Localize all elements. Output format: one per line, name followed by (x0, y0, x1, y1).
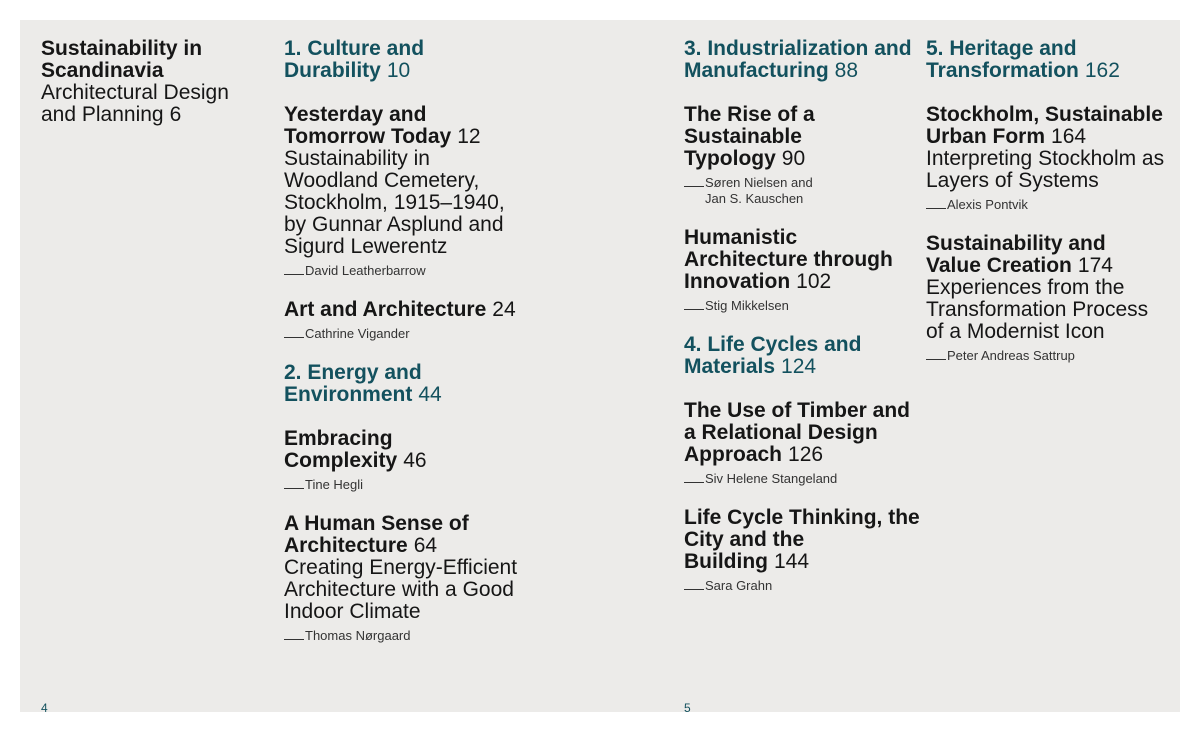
page-number: 46 (403, 449, 427, 472)
entry-subtitle: Experiences from the Transformation Process of a Modernist Icon (926, 276, 1149, 343)
page-number: 44 (418, 383, 442, 406)
toc-entry[interactable] (926, 104, 1166, 213)
author-name: Peter Andreas Sattrup (947, 348, 1075, 363)
author-rule (684, 309, 704, 310)
author-line (284, 326, 524, 342)
page-number: 24 (492, 298, 516, 321)
author-line (684, 298, 920, 314)
author-rule (684, 186, 704, 187)
page-number: 90 (781, 147, 806, 170)
entry-title: Life Cycle Thinking, the City and the Building (684, 506, 920, 573)
toc-entry[interactable] (284, 428, 524, 493)
author-rule (926, 208, 946, 209)
author-line (284, 628, 524, 644)
entry-title: The Rise of a Sustainable Typology (684, 103, 815, 170)
page-number: 162 (1084, 59, 1120, 82)
section-heading-3[interactable] (684, 38, 920, 82)
author-name: Stig Mikkelsen (705, 298, 789, 313)
toc-entry[interactable] (284, 104, 524, 279)
author-line (684, 578, 920, 594)
toc-entry-intro[interactable] (41, 38, 261, 126)
page-number: 144 (773, 550, 810, 573)
author-name-continued: Jan S. Kauschen (705, 191, 804, 206)
author-rule (284, 337, 304, 338)
entry-title: Yesterday and Tomorrow Today (284, 103, 452, 148)
author-rule (926, 359, 946, 360)
page-number: 102 (796, 270, 832, 293)
section-title: 1. Culture and Durability (284, 37, 425, 82)
author-rule (284, 639, 304, 640)
toc-column-2 (284, 38, 524, 664)
page-number: 174 (1077, 254, 1113, 277)
page-number: 164 (1051, 125, 1087, 148)
entry-subtitle: Interpreting Stockholm as Layers of Systems (926, 147, 1165, 192)
entry-subtitle: Sustainability in Woodland Cemetery, Stockholm, 1915–1940, by Gunnar Asplund and Sigurd Lewerentz (284, 147, 505, 258)
toc-entry[interactable] (684, 227, 920, 314)
entry-title: Sustainability and Value Creation (926, 232, 1106, 277)
author-line (284, 263, 524, 279)
folio-right: 5 (684, 701, 691, 715)
author-name: Søren Nielsen and (705, 175, 813, 190)
entry-title: Stockholm, Sustainable Urban Form (926, 103, 1163, 148)
entry-title: A Human Sense of Architecture (284, 512, 469, 557)
author-line (926, 197, 1166, 213)
page-number: 6 (169, 103, 182, 126)
section-heading-2[interactable] (284, 362, 524, 406)
toc-column-4 (926, 38, 1166, 384)
author-name: Sara Grahn (705, 578, 773, 593)
author-line (926, 348, 1166, 364)
page-number: 10 (386, 59, 411, 82)
page-number: 64 (413, 534, 438, 557)
author-name: Tine Hegli (305, 477, 364, 492)
section-title: 2. Energy and Environment (284, 361, 422, 406)
section-heading-1[interactable] (284, 38, 524, 82)
entry-subtitle: Architectural Design and Planning (41, 81, 229, 126)
author-line (684, 175, 920, 207)
author-name: Alexis Pontvik (947, 197, 1028, 212)
entry-title: Sustainability in Scandinavia (41, 37, 203, 82)
toc-entry[interactable] (684, 400, 920, 487)
entry-title: Humanistic Architecture through Innovation (684, 226, 893, 293)
author-rule (284, 274, 304, 275)
toc-entry[interactable] (926, 233, 1166, 364)
folio-left: 4 (41, 701, 48, 715)
entry-subtitle: Creating Energy-Efficient Architecture with a Good Indoor Climate (284, 556, 518, 623)
toc-column-3 (684, 38, 920, 614)
author-rule (284, 488, 304, 489)
author-rule (684, 482, 704, 483)
entry-title: The Use of Timber and a Relational Design Approach (684, 399, 910, 466)
intro-column (41, 38, 261, 146)
entry-title: Art and Architecture (284, 298, 487, 321)
entry-title: Embracing Complexity (284, 427, 398, 472)
section-title: 5. Heritage and Transformation (926, 37, 1079, 82)
author-line (284, 477, 524, 493)
author-rule (684, 589, 704, 590)
toc-entry[interactable] (284, 513, 524, 644)
author-line (684, 471, 920, 487)
page-number: 12 (457, 125, 481, 148)
toc-entry[interactable] (284, 299, 524, 342)
author-name: Thomas Nørgaard (305, 628, 411, 643)
section-title: 4. Life Cycles and Materials (684, 333, 862, 378)
section-title: 3. Industrialization and Manufacturing (684, 37, 912, 82)
author-name: David Leatherbarrow (305, 263, 426, 278)
section-heading-4[interactable] (684, 334, 920, 378)
page-number: 124 (781, 355, 817, 378)
section-heading-5[interactable] (926, 38, 1166, 82)
book-spread (20, 20, 1180, 715)
author-name: Siv Helene Stangeland (705, 471, 838, 486)
page-number: 126 (788, 443, 824, 466)
toc-entry[interactable] (684, 104, 920, 207)
toc-entry[interactable] (684, 507, 920, 594)
page-number: 88 (834, 59, 859, 82)
author-name: Cathrine Vigander (305, 326, 410, 341)
